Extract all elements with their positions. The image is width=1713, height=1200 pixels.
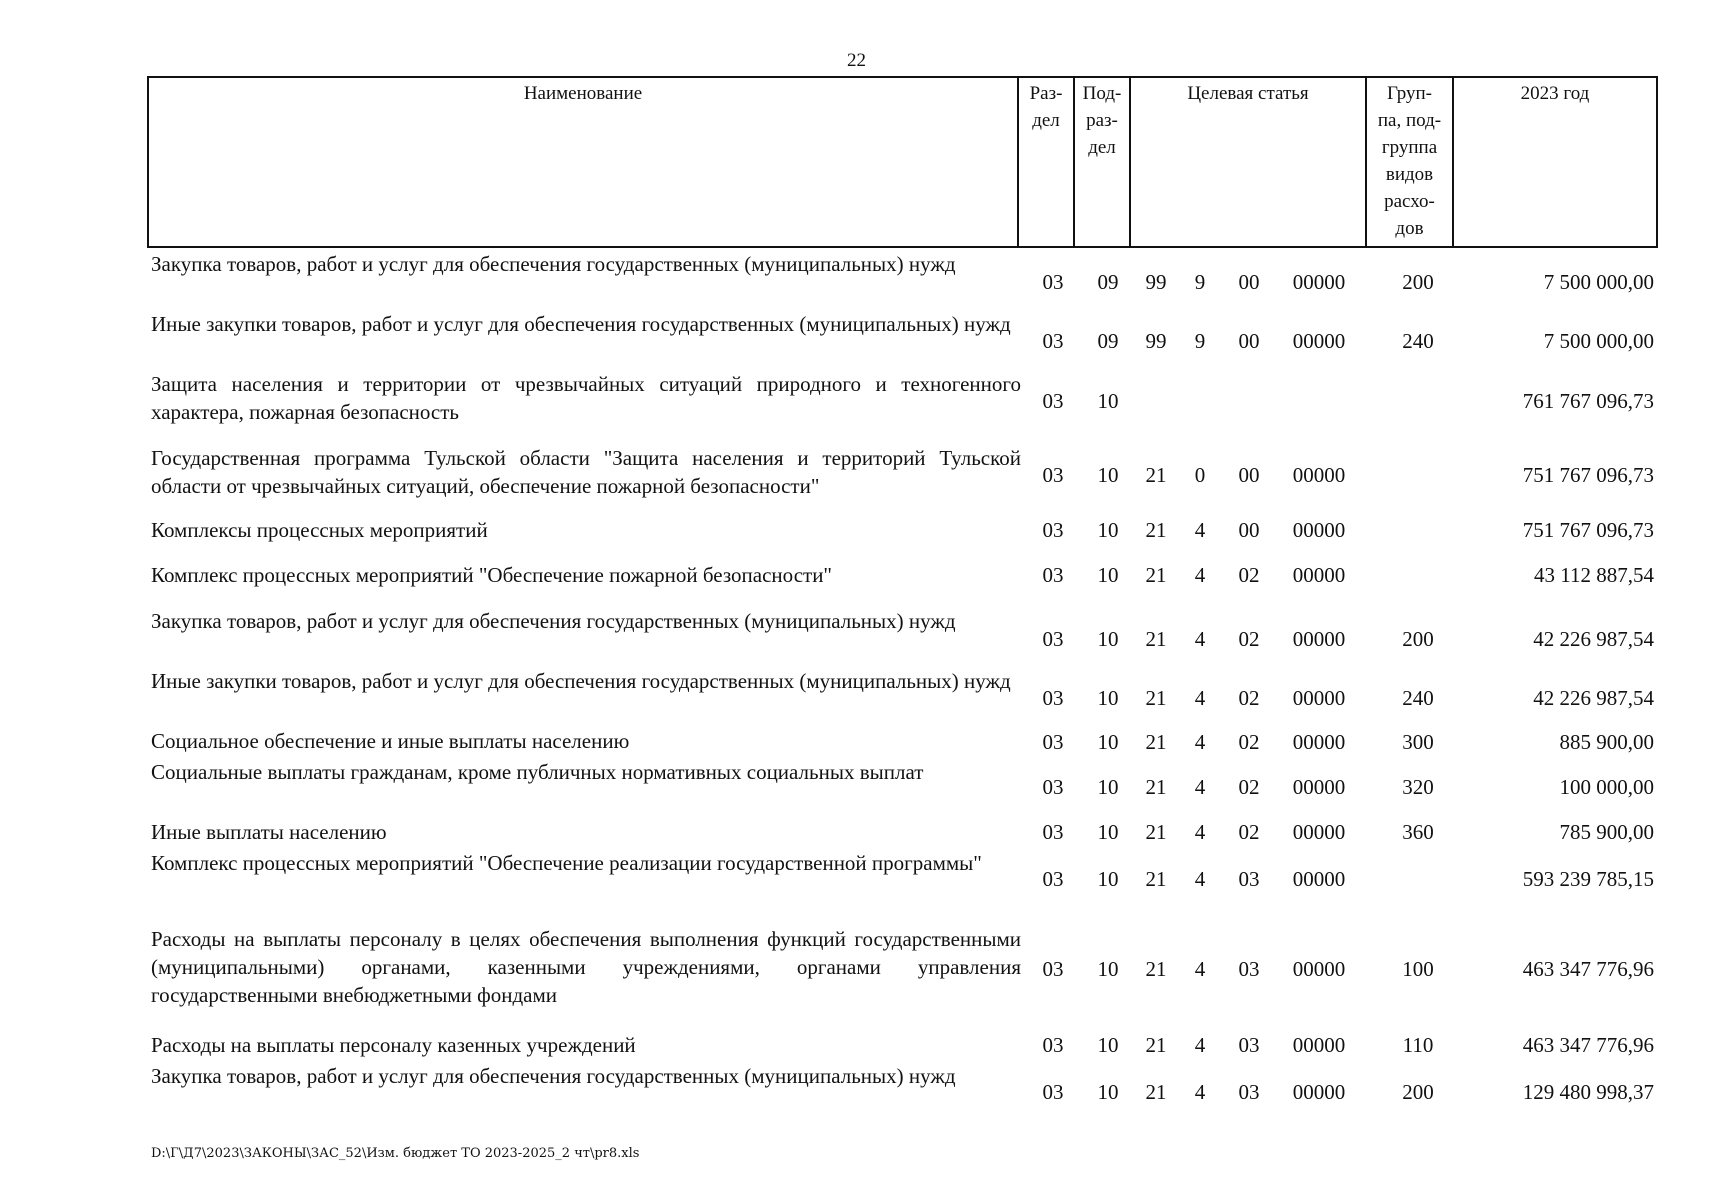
target-code-cell: 00000	[1292, 518, 1346, 542]
target-code-cell: 00000	[1292, 329, 1346, 353]
file-path: D:\Г\Д7\2023\ЗАКОНЫ\ЗАС_52\Изм. бюджет ТО 2023-2025_2 чт\pr8.xls	[151, 1146, 640, 1161]
target-direction-cell: 03	[1238, 867, 1260, 891]
target-subprogram-cell: 4	[1194, 627, 1206, 651]
amount-cell: 129 480 998,37	[1522, 1080, 1654, 1104]
razdel-cell: 03	[1042, 329, 1064, 353]
target-subprogram-cell: 4	[1194, 686, 1206, 710]
razdel-cell: 03	[1042, 820, 1064, 844]
podrazdel-cell: 10	[1097, 820, 1119, 844]
podrazdel-cell: 09	[1097, 329, 1119, 353]
expense-group-cell: 360	[1402, 820, 1434, 844]
header-name-label: Наименование	[523, 83, 643, 104]
target-code-cell: 00000	[1292, 730, 1346, 754]
target-subprogram-cell: 4	[1194, 820, 1206, 844]
header-group-line: расхо-	[1384, 191, 1435, 212]
target-direction-cell: 02	[1238, 563, 1260, 587]
target-direction-cell: 02	[1238, 730, 1260, 754]
expense-group-cell: 100	[1402, 957, 1434, 981]
target-direction-cell: 00	[1238, 518, 1260, 542]
target-code-cell: 00000	[1292, 627, 1346, 651]
target-code-cell: 00000	[1292, 820, 1346, 844]
razdel-cell: 03	[1042, 730, 1064, 754]
target-direction-cell: 02	[1238, 775, 1260, 799]
razdel-cell: 03	[1042, 563, 1064, 587]
header-group-line: группа	[1381, 137, 1438, 158]
podrazdel-cell: 10	[1097, 463, 1119, 487]
razdel-cell: 03	[1042, 867, 1064, 891]
target-direction-cell: 02	[1238, 627, 1260, 651]
header-year-label: 2023 год	[1520, 83, 1590, 104]
page-number: 22	[847, 50, 866, 71]
target-program-cell: 21	[1145, 686, 1167, 710]
razdel-cell: 03	[1042, 957, 1064, 981]
amount-cell: 463 347 776,96	[1522, 1033, 1654, 1057]
target-subprogram-cell: 0	[1194, 463, 1206, 487]
target-code-cell: 00000	[1292, 867, 1346, 891]
podrazdel-cell: 10	[1097, 730, 1119, 754]
razdel-cell: 03	[1042, 775, 1064, 799]
target-direction-cell: 03	[1238, 1080, 1260, 1104]
razdel-cell: 03	[1042, 518, 1064, 542]
target-direction-cell: 00	[1238, 270, 1260, 294]
row-name-cell: Комплекс процессных мероприятий "Обеспечение пожарной безопасности"	[151, 563, 833, 587]
target-direction-cell: 02	[1238, 820, 1260, 844]
podrazdel-cell: 10	[1097, 775, 1119, 799]
target-subprogram-cell: 4	[1194, 730, 1206, 754]
row-name-cell: Иные выплаты населению	[151, 820, 387, 844]
amount-cell: 7 500 000,00	[1543, 329, 1654, 353]
target-direction-cell: 00	[1238, 329, 1260, 353]
amount-cell: 751 767 096,73	[1522, 518, 1654, 542]
podrazdel-cell: 10	[1097, 389, 1119, 413]
razdel-cell: 03	[1042, 270, 1064, 294]
expense-group-cell: 240	[1402, 686, 1434, 710]
row-name-cell: Социальные выплаты гражданам, кроме публичных нормативных социальных выплат	[151, 760, 924, 784]
razdel-cell: 03	[1042, 1080, 1064, 1104]
podrazdel-cell: 10	[1097, 1080, 1119, 1104]
target-subprogram-cell: 4	[1194, 518, 1206, 542]
row-name-cell: Комплекс процессных мероприятий "Обеспечение реализации государственной программы"	[151, 851, 982, 875]
target-code-cell: 00000	[1292, 957, 1346, 981]
row-name-cell: Закупка товаров, работ и услуг для обеспечения государственных (муниципальных) нужд	[151, 1064, 956, 1088]
target-program-cell: 21	[1145, 775, 1167, 799]
target-program-cell: 21	[1145, 820, 1167, 844]
podrazdel-cell: 09	[1097, 270, 1119, 294]
target-subprogram-cell: 9	[1194, 329, 1206, 353]
amount-cell: 42 226 987,54	[1533, 627, 1654, 651]
amount-cell: 761 767 096,73	[1522, 389, 1654, 413]
target-program-cell: 21	[1145, 957, 1167, 981]
row-name-cell: Социальное обеспечение и иные выплаты населению	[151, 729, 630, 753]
amount-cell: 43 112 887,54	[1534, 563, 1654, 587]
podrazdel-cell: 10	[1097, 867, 1119, 891]
podrazdel-cell: 10	[1097, 563, 1119, 587]
header-group-line: дов	[1395, 218, 1424, 239]
row-name-cell: Комплексы процессных мероприятий	[151, 518, 488, 542]
amount-cell: 100 000,00	[1559, 775, 1654, 799]
expense-group-cell: 300	[1402, 730, 1434, 754]
amount-cell: 751 767 096,73	[1522, 463, 1654, 487]
header-group-line: Груп-	[1386, 83, 1433, 104]
target-subprogram-cell: 9	[1194, 270, 1206, 294]
target-program-cell: 99	[1145, 329, 1167, 353]
podrazdel-cell: 10	[1097, 957, 1119, 981]
razdel-cell: 03	[1042, 389, 1064, 413]
target-subprogram-cell: 4	[1194, 1033, 1206, 1057]
target-program-cell: 21	[1145, 1080, 1167, 1104]
header-target-label: Целевая статья	[1187, 83, 1309, 104]
amount-cell: 7 500 000,00	[1543, 270, 1654, 294]
target-code-cell: 00000	[1292, 563, 1346, 587]
target-program-cell: 21	[1145, 463, 1167, 487]
expense-group-cell: 110	[1402, 1033, 1434, 1057]
target-program-cell: 21	[1145, 867, 1167, 891]
header-podrazdel-line: раз-	[1086, 110, 1118, 131]
expense-group-cell: 200	[1402, 270, 1434, 294]
target-program-cell: 21	[1145, 730, 1167, 754]
podrazdel-cell: 10	[1097, 1033, 1119, 1057]
row-name-cell: Защита населения и территории от чрезвычайных ситуаций природного и техногенного характера, пожарная безопасность	[151, 372, 1021, 424]
target-subprogram-cell: 4	[1194, 1080, 1206, 1104]
row-name-cell: Расходы на выплаты персоналу казенных учреждений	[151, 1033, 636, 1057]
row-name-cell: Государственная программа Тульской области "Защита населения и территорий Тульской области от чрезвычайных ситуаций, обеспечение пожарной безопасности"	[151, 446, 1021, 498]
target-subprogram-cell: 4	[1194, 957, 1206, 981]
row-name-cell: Закупка товаров, работ и услуг для обеспечения государственных (муниципальных) нужд	[151, 609, 956, 633]
razdel-cell: 03	[1042, 686, 1064, 710]
header-razdel-line: Раз-	[1029, 83, 1063, 104]
amount-cell: 885 900,00	[1559, 730, 1654, 754]
podrazdel-cell: 10	[1097, 686, 1119, 710]
target-program-cell: 21	[1145, 627, 1167, 651]
expense-group-cell: 200	[1402, 1080, 1434, 1104]
target-code-cell: 00000	[1292, 1033, 1346, 1057]
razdel-cell: 03	[1042, 463, 1064, 487]
header-group-line: па, под-	[1377, 110, 1442, 131]
target-subprogram-cell: 4	[1194, 775, 1206, 799]
target-direction-cell: 02	[1238, 686, 1260, 710]
target-direction-cell: 00	[1238, 463, 1260, 487]
amount-cell: 593 239 785,15	[1522, 867, 1654, 891]
target-code-cell: 00000	[1292, 775, 1346, 799]
target-direction-cell: 03	[1238, 957, 1260, 981]
podrazdel-cell: 10	[1097, 518, 1119, 542]
podrazdel-cell: 10	[1097, 627, 1119, 651]
header-podrazdel-line: дел	[1088, 137, 1116, 158]
header-group-line: видов	[1385, 164, 1434, 185]
amount-cell: 463 347 776,96	[1522, 957, 1654, 981]
target-program-cell: 99	[1145, 270, 1167, 294]
target-program-cell: 21	[1145, 1033, 1167, 1057]
header-razdel-line: дел	[1032, 110, 1060, 131]
amount-cell: 785 900,00	[1559, 820, 1654, 844]
target-code-cell: 00000	[1292, 463, 1346, 487]
amount-cell: 42 226 987,54	[1533, 686, 1654, 710]
header-podrazdel-line: Под-	[1082, 83, 1122, 104]
razdel-cell: 03	[1042, 1033, 1064, 1057]
target-program-cell: 21	[1145, 518, 1167, 542]
expense-group-cell: 320	[1402, 775, 1434, 799]
target-code-cell: 00000	[1292, 270, 1346, 294]
row-name-cell: Закупка товаров, работ и услуг для обеспечения государственных (муниципальных) нужд	[151, 252, 956, 276]
razdel-cell: 03	[1042, 627, 1064, 651]
target-subprogram-cell: 4	[1194, 563, 1206, 587]
target-subprogram-cell: 4	[1194, 867, 1206, 891]
target-direction-cell: 03	[1238, 1033, 1260, 1057]
row-name-cell: Иные закупки товаров, работ и услуг для обеспечения государственных (муниципальных) нужд	[151, 669, 1011, 693]
row-name-cell: Иные закупки товаров, работ и услуг для обеспечения государственных (муниципальных) нужд	[151, 312, 1011, 336]
row-name-cell: Расходы на выплаты персоналу в целях обеспечения выполнения функций государственными (муниципальными) органами, казенными учреждениями, органами управления государственными внебюджетными фондами	[151, 927, 1021, 1007]
target-program-cell: 21	[1145, 563, 1167, 587]
target-code-cell: 00000	[1292, 1080, 1346, 1104]
target-code-cell: 00000	[1292, 686, 1346, 710]
expense-group-cell: 200	[1402, 627, 1434, 651]
expense-group-cell: 240	[1402, 329, 1434, 353]
